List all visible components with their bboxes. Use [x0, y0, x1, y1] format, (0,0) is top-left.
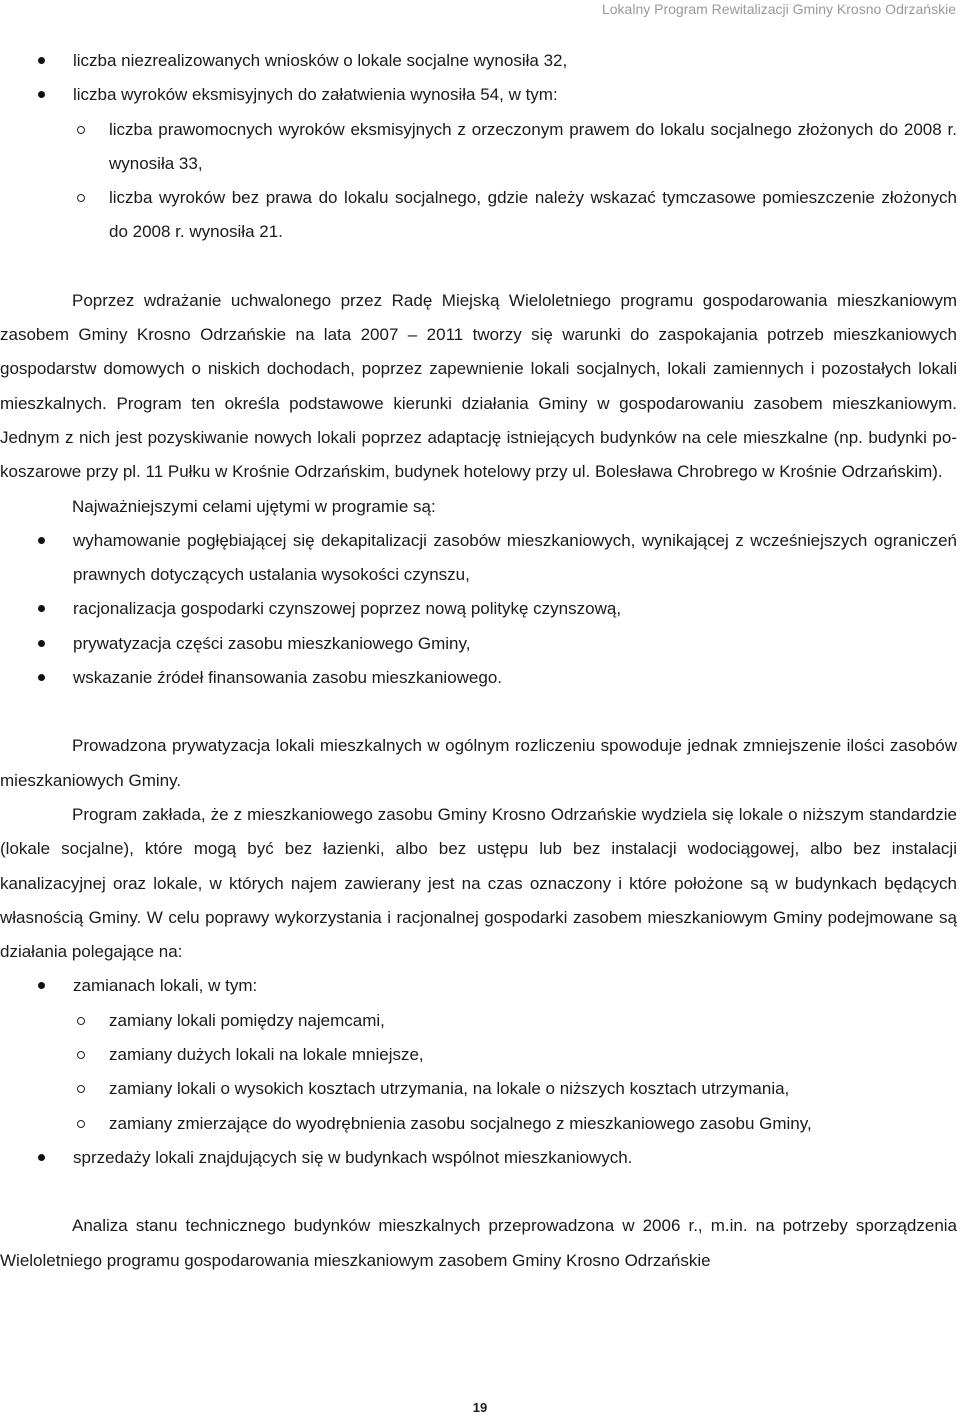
- list-item: zamianach lokali, w tym:: [0, 969, 957, 1003]
- list-item: prywatyzacja części zasobu mieszkaniowego Gminy,: [0, 627, 957, 661]
- document-body: [0, 44, 957, 1278]
- list-item: sprzedaży lokali znajdujących się w budynkach wspólnot mieszkaniowych.: [0, 1141, 957, 1175]
- list-item: wskazanie źródeł finansowania zasobu mieszkaniowego.: [0, 661, 957, 695]
- sub-list-item: liczba prawomocnych wyroków eksmisyjnych z orzeczonym prawem do lokalu socjalnego złożonych do 2008 r. wynosiła 33,: [0, 113, 957, 182]
- sub-bullet-list: [0, 1004, 957, 1141]
- paragraph: Analiza stanu technicznego budynków mieszkalnych przeprowadzona w 2006 r., m.in. na potrzeby sporządzenia Wieloletniego programu gospodarowania mieszkaniowym zasobem Gminy Krosno Odrzańskie: [0, 1216, 957, 1270]
- sub-list-item: zamiany dużych lokali na lokale mniejsze,: [0, 1038, 957, 1072]
- sub-list-item: liczba wyroków bez prawa do lokalu socjalnego, gdzie należy wskazać tymczasowe pomieszczenie złożonych do 2008 r. wynosiła 21.: [0, 181, 957, 250]
- sub-bullet-list: [0, 113, 957, 250]
- list-item: liczba niezrealizowanych wniosków o lokale socjalne wynosiła 32,: [0, 44, 957, 78]
- sub-list-item: zamiany lokali pomiędzy najemcami,: [0, 1004, 957, 1038]
- list-item: wyhamowanie pogłębiającej się dekapitalizacji zasobów mieszkaniowych, wynikającej z wcześniejszych ograniczeń prawnych dotyczących ustalania wysokości czynszu,: [0, 524, 957, 593]
- sub-list-item: zamiany lokali o wysokich kosztach utrzymania, na lokale o niższych kosztach utrzymania,: [0, 1072, 957, 1106]
- list-item: racjonalizacja gospodarki czynszowej poprzez nową politykę czynszową,: [0, 592, 957, 626]
- paragraph: Najważniejszymi celami ujętymi w programie są:: [72, 496, 436, 516]
- sub-list-item: zamiany zmierzające do wyodrębnienia zasobu socjalnego z mieszkaniowego zasobu Gminy,: [0, 1107, 957, 1141]
- page-number: 19: [472, 1400, 488, 1415]
- actions-list: [0, 969, 957, 1003]
- paragraph: Program zakłada, że z mieszkaniowego zasobu Gminy Krosno Odrzańskie wydziela się lokale o niższym standardzie (lokale socjalne), które mogą być bez łazienki, albo bez ustępu lub bez instalacji wodociągowej, albo bez instalacji kanalizacyjnej oraz lokale, w których najem zawierany jest na czas oznaczony i które położone są w budynkach będących własnością Gminy. W celu poprawy wykorzystania i racjonalnej gospodarki zasobem mieszkaniowym Gminy podejmowane są działania polegające na:: [0, 804, 957, 962]
- running-header: Lokalny Program Rewitalizacji Gminy Krosno Odrzańskie: [601, 1, 956, 17]
- goals-list: [0, 524, 957, 695]
- paragraph: Prowadzona prywatyzacja lokali mieszkalnych w ogólnym rozliczeniu spowoduje jednak zmniejszenie ilości zasobów mieszkaniowych Gminy.: [0, 736, 957, 790]
- list-item: liczba wyroków eksmisyjnych do załatwienia wynosiła 54, w tym:: [0, 78, 957, 112]
- paragraph: Poprzez wdrażanie uchwalonego przez Radę Miejską Wieloletniego programu gospodarowania mieszkaniowym zasobem Gminy Krosno Odrzańskie na lata 2007 – 2011 tworzy się warunki do zaspokajania potrzeb mieszkaniowych gospodarstw domowych o niskich dochodach, poprzez zapewnienie lokali socjalnych, lokali zamiennych i pozostałych lokali mieszkalnych. Program ten określa podstawowe kierunki działania Gminy w gospodarowaniu zasobem mieszkaniowym. Jednym z nich jest pozyskiwanie nowych lokali poprzez adaptację istniejących budynków na cele mieszkalne (np. budynki po-koszarowe przy pl. 11 Pułku w Krośnie Odrzańskim, budynek hotelowy przy ul. Bolesława Chrobrego w Krośnie Odrzańskim).: [0, 290, 957, 482]
- actions-list: [0, 1141, 957, 1175]
- bullet-list: [0, 44, 957, 113]
